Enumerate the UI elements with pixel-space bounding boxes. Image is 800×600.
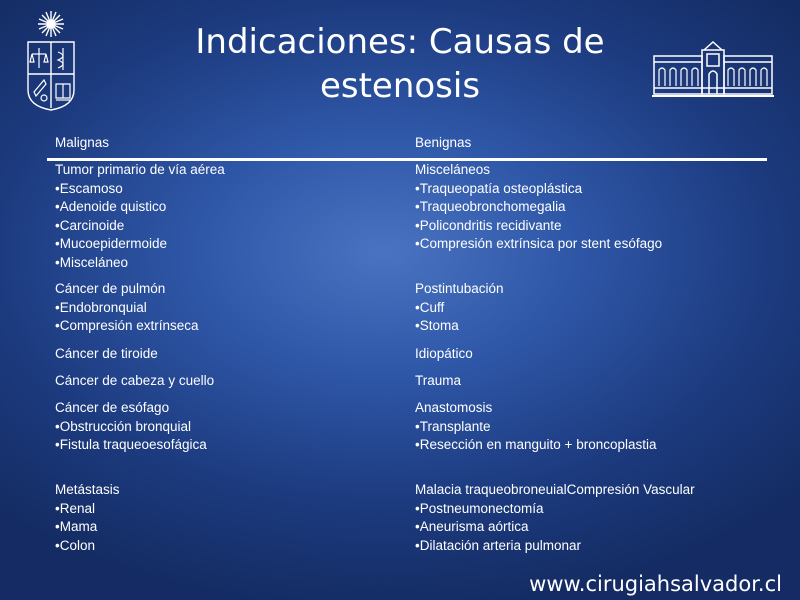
cell-line: •Aneurisma aórtica [415,519,529,534]
cell-malignas [55,481,405,555]
cell-benignas [415,161,767,254]
website-url: www.cirugiahsalvador.cl [529,572,782,596]
cell-line: •Stoma [415,318,459,333]
cell-line: •Endobronquial [55,299,147,315]
cell-line: Metástasis [55,482,120,497]
cell-line: •Compresión extrínsica por stent esófago [415,236,663,251]
cell-line: •Dilatación arteria pulmonar [415,537,582,553]
cell-line: Anastomosis [415,400,493,415]
header-malignas: Malignas [55,135,110,150]
cell-line: Cáncer de tiroide [55,346,158,361]
cell-line: •Transplante [415,418,491,434]
title-line-1: Indicaciones: Causas de [195,22,605,62]
cell-line: •Resección en manguito + broncoplastia [415,437,657,452]
cell-malignas [55,161,405,272]
cell-line: •Colon [55,537,95,553]
cell-line: •Traqueopatía osteoplástica [415,180,583,196]
slide-title [140,20,660,108]
cell-malignas [55,399,405,455]
cell-line: Tumor primario de vía aérea [55,162,225,177]
university-seal-logo [22,8,80,112]
header-benignas: Benignas [415,135,472,150]
cell-malignas [55,372,405,391]
cell-line: Cáncer de cabeza y cuello [55,373,215,388]
cell-benignas [415,481,767,555]
cell-line: •Mama [55,519,98,534]
title-line-2: estenosis [319,66,481,106]
cell-line: Trauma [415,373,462,388]
cell-malignas [55,280,405,336]
stenosis-causes-table [47,134,767,553]
cell-line: •Carcinoide [55,217,125,233]
cell-line: •Mucoepidermoide [55,236,168,251]
cell-line: •Traqueobronchomegalia [415,199,566,214]
table-header [47,134,767,161]
cell-line: •Policondritis recidivante [415,217,562,233]
cell-benignas [415,345,767,364]
cell-line: •Renal [55,500,95,516]
cell-line: Postintubación [415,281,504,296]
cell-benignas [415,372,767,391]
cell-line: •Misceláneo [55,254,129,270]
cell-malignas [55,345,405,364]
cell-line: •Escamoso [55,180,123,196]
cell-line: •Adenoide quistico [55,199,167,214]
hospital-building-logo [652,40,774,98]
cell-line: •Fistula traqueoesofágica [55,437,207,452]
cell-line: •Postneumonectomía [415,500,544,516]
cell-benignas [415,399,767,455]
cell-line: Cáncer de pulmón [55,281,166,296]
cell-line: Misceláneos [415,162,491,177]
cell-line: Idiopático [415,346,473,361]
cell-line: Malacia traqueobroneuialCompresión Vascular [415,482,695,497]
cell-line: •Obstrucción bronquial [55,418,192,434]
cell-line: •Compresión extrínseca [55,318,199,333]
cell-line: Cáncer de esófago [55,400,170,415]
cell-benignas [415,280,767,336]
cell-line: •Cuff [415,299,445,315]
